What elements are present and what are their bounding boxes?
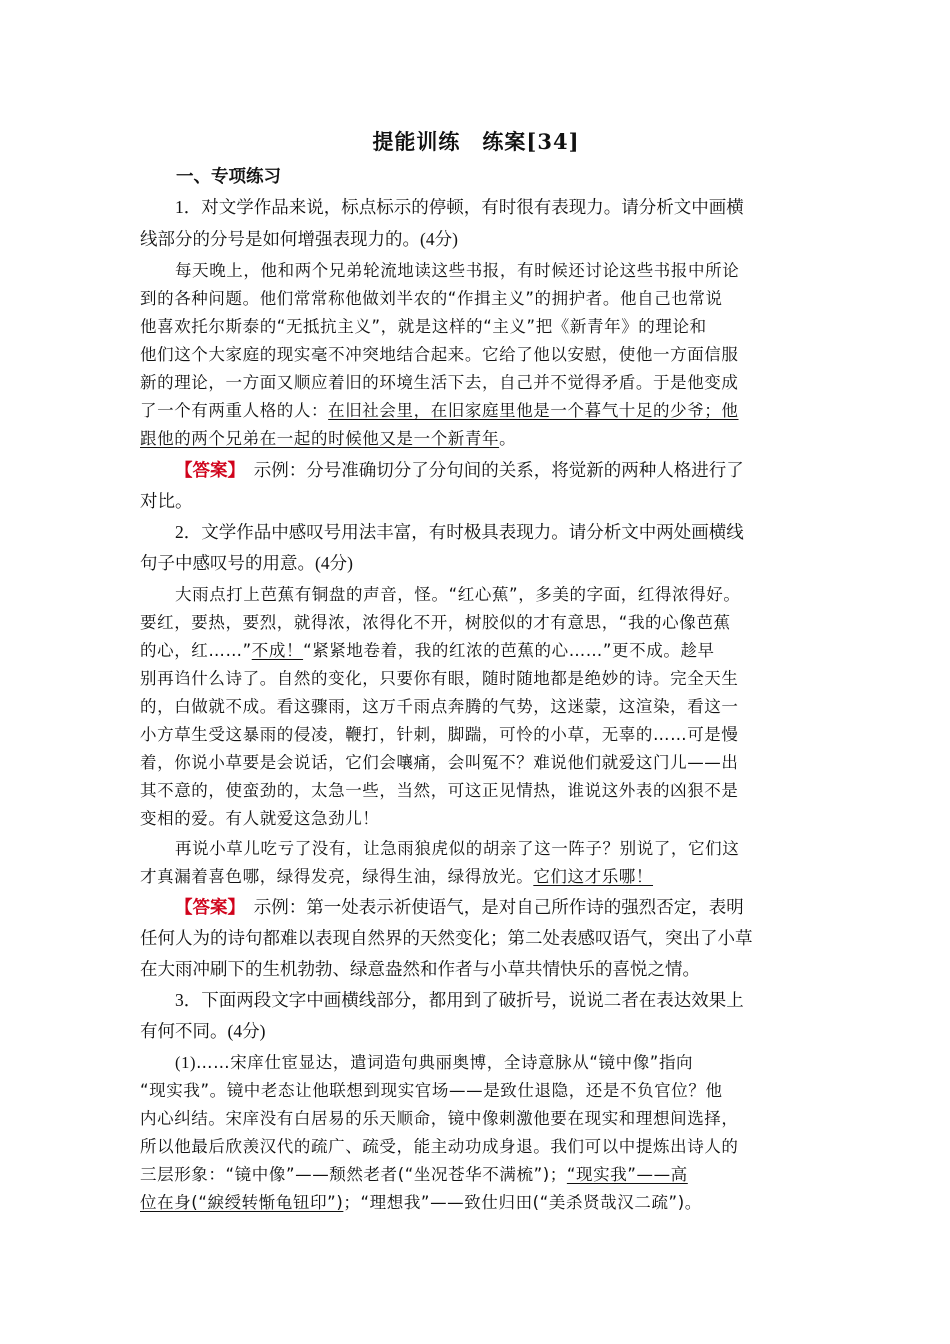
passage-1-line-3: 他喜欢托尔斯泰的“无抵抗主义”，就是这样的“主义”把《新青年》的理论和	[140, 317, 707, 336]
passage-3-text: 三层形象：“镜中像”——颓然老者(“坐况苍华不满梳”)；	[140, 1165, 567, 1184]
question-3-line-1: 3．下面两段文字中画横线部分，都用到了破折号，说说二者在表达效果上	[175, 990, 744, 1010]
question-1-line-1: 1．对文学作品来说，标点标示的停顿，有时很有表现力。请分析文中画横	[175, 197, 744, 217]
question-1-line-2: 线部分的分号是如何增强表现力的。(4分)	[140, 229, 458, 249]
passage-2-text: “紧紧地卷着，我的红浓的芭蕉的心……”更不成。趁早	[303, 641, 715, 660]
passage-1-line-4: 他们这个大家庭的现实毫不冲突地结合起来。它给了他以安慰，使他一方面信服	[140, 345, 739, 364]
passage-3-text: ……宋庠仕宦显达，遣词造句典丽奥博，全诗意脉从“镜中像”指向	[196, 1053, 694, 1072]
section-heading: 一、专项练习	[176, 166, 281, 186]
passage-2-text: 的心，红……”	[140, 641, 252, 660]
passage-2-line-2: 要红，要热，要烈，就得浓，浓得化不开，树胶似的才有意思，“我的心像芭蕉	[140, 613, 731, 632]
passage-2-line-1: 大雨点打上芭蕉有铜盘的声音，怪。“红心蕉”，多美的字面，红得浓得好。	[175, 585, 741, 604]
answer-2-line-1	[175, 896, 744, 918]
answer-tag: 【答案】	[175, 897, 237, 917]
passage-2-line-9: 变相的爱。有人就爱这急劲儿！	[140, 809, 380, 828]
answer-1-line-1	[175, 459, 744, 481]
answer-text: 示例：第一处表示祈使语气，是对自己所作诗的强烈否定，表明	[236, 897, 744, 917]
passage-2-line-3	[140, 640, 715, 662]
passage-3-line-1	[175, 1052, 693, 1074]
passage-2-line-7: 着，你说小草要是会说话，它们会嚷痛，会叫冤不？难说他们就爱这门儿——出	[140, 753, 739, 772]
answer-2-line-2: 任何人为的诗句都难以表现自然界的天然变化；第二处表感叹语气，突出了小草	[140, 928, 753, 948]
underlined-sentence: 不成！	[251, 641, 304, 660]
underlined-sentence: 在旧社会里，在旧家庭里他是一个暮气十足的少爷；他	[328, 401, 739, 420]
passage-3-line-2: “现实我”。镜中老态让他联想到现实官场——是致仕退隐，还是不负官位？他	[140, 1081, 723, 1100]
answer-1-line-2: 对比。	[140, 491, 193, 511]
question-2-line-1: 2．文学作品中感叹号用法丰富，有时极具表现力。请分析文中两处画横线	[175, 522, 744, 542]
passage-1-line-2: 到的各种问题。他们常常称他做刘半农的“作揖主义”的拥护者。他自己也常说	[140, 289, 723, 308]
passage-1-text: 。	[499, 429, 517, 448]
underlined-sentence: 跟他的两个兄弟在一起的时候他又是一个新青年	[140, 429, 500, 448]
passage-2-line-4: 别再诌什么诗了。自然的变化，只要你有眼，随时随地都是绝妙的诗。完全天生	[140, 669, 739, 688]
passage-3-line-6	[140, 1192, 702, 1214]
page-title: 提能训练 练案[34]	[372, 129, 580, 154]
passage-2-line-6: 小方草生受这暴雨的侵凌，鞭打，针刺，脚踹，可怜的小草，无辜的……可是慢	[140, 725, 739, 744]
answer-text: 示例：分号准确切分了分句间的关系，将觉新的两种人格进行了	[236, 460, 744, 480]
passage-3-line-5	[140, 1164, 688, 1186]
passage-2-line-11	[140, 866, 653, 888]
passage-2-line-8: 其不意的，使蛮劲的，太急一些，当然，可这正见情热，谁说这外表的凶狠不是	[140, 781, 739, 800]
question-2-line-2: 句子中感叹号的用意。(4分)	[140, 553, 353, 573]
passage-1-line-7	[140, 428, 516, 450]
underlined-sentence: “现实我”——高	[566, 1165, 688, 1184]
passage-1-line-1: 每天晚上，他和两个兄弟轮流地读这些书报，有时候还讨论这些书报中所论	[175, 261, 740, 280]
passage-3-line-3: 内心纠结。宋庠没有白居易的乐天顺命，镜中像刺激他要在现实和理想间选择，	[140, 1109, 739, 1128]
passage-3-line-4: 所以他最后欣羡汉代的疏广、疏受，能主动功成身退。我们可以中提炼出诗人的	[140, 1137, 739, 1156]
passage-2-line-5: 的，白做就不成。看这骤雨，这万千雨点奔腾的气势，这迷蒙，这渲染，看这一	[140, 697, 739, 716]
passage-3-number: (1)	[175, 1053, 197, 1072]
underlined-sentence: 位在身(“綟绶转惭龟钮印”)	[140, 1193, 344, 1212]
passage-2-line-10: 再说小草儿吃亏了没有，让急雨狼虎似的胡亲了这一阵子？别说了，它们这	[175, 839, 740, 858]
underlined-sentence: 它们这才乐哪！	[533, 867, 654, 886]
passage-2-text: 才真漏着喜色哪，绿得发亮，绿得生油，绿得放光。	[140, 867, 534, 886]
passage-1-text: 了一个有两重人格的人：	[140, 401, 329, 420]
passage-3-text: ；“理想我”——致仕归田(“美杀贤哉汉二疏”)。	[343, 1193, 702, 1212]
question-3-line-2: 有何不同。(4分)	[140, 1021, 266, 1041]
passage-1-line-6	[140, 400, 739, 422]
passage-1-line-5: 新的理论，一方面又顺应着旧的环境生活下去，自己并不觉得矛盾。于是他变成	[140, 373, 739, 392]
answer-tag: 【答案】	[175, 460, 237, 480]
answer-2-line-3: 在大雨冲刷下的生机勃勃、绿意盎然和作者与小草共情快乐的喜悦之情。	[140, 959, 700, 979]
